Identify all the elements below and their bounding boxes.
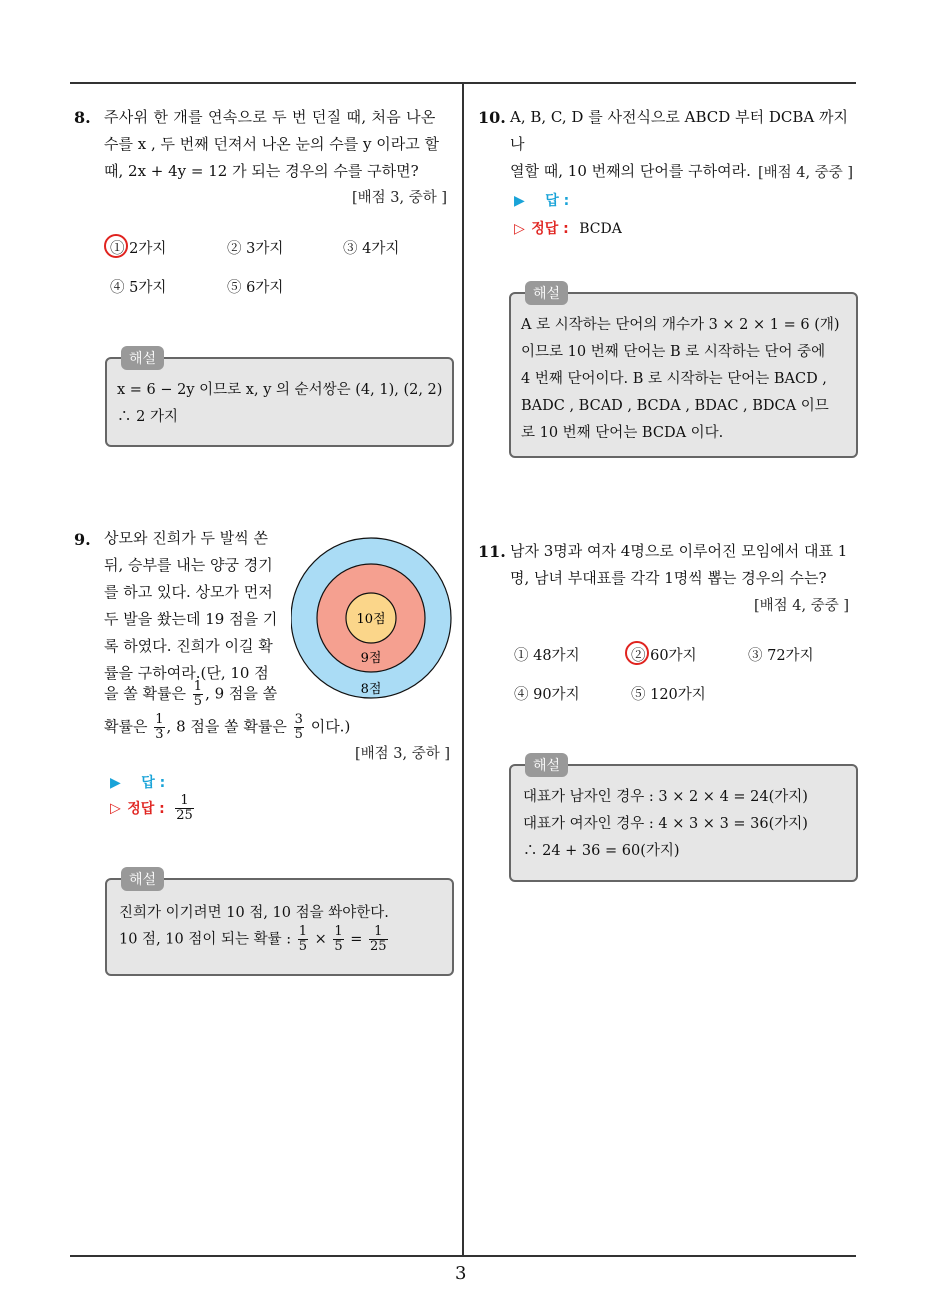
q9-meta: [배점 3, 중하 ] [355, 746, 451, 762]
q9-sol-frac-b-den: 5 [334, 939, 343, 954]
q9-correct-row [110, 794, 196, 823]
q10-number: 10. [478, 108, 506, 127]
q9-correct-label: 정답 : [127, 800, 165, 817]
q9-correct-frac-num: 1 [175, 794, 194, 809]
q8-question [104, 104, 454, 185]
q9-line8-c: 이다.) [305, 717, 351, 736]
q11-solution-line1: 대표가 남자인 경우 : 3 × 2 × 4 = 24(가지) [523, 789, 808, 805]
q9-frac-1-3-den: 3 [155, 727, 164, 742]
q9-sol-frac-c [369, 925, 388, 954]
q8-number: 8. [74, 108, 91, 127]
archery-target [291, 537, 459, 705]
q9-line5: 록 하였다. 진희가 이길 확 [104, 637, 273, 655]
q8-solution-body [117, 377, 442, 431]
q11-number: 11. [478, 542, 506, 561]
q10-line1: A, B, C, D 를 사전식으로 ABCD 부터 DCBA 까지 나 [510, 108, 848, 153]
q9-line8-a: 확률은 [104, 717, 148, 736]
q9-line3: 를 하고 있다. 상모가 먼저 [104, 583, 273, 601]
q9-correct-arrow-icon: ▷ [110, 800, 121, 817]
q9-solution-line1: 진희가 이기려면 10 점, 10 점을 쏴야한다. [119, 905, 389, 921]
q11-solution-body [523, 784, 808, 865]
q11-option-4[interactable]: ④ 90가지 [514, 687, 580, 703]
q8-option-4[interactable]: ④ 5가지 [110, 280, 167, 296]
q9-sol-frac-c-den: 25 [370, 939, 387, 954]
q9-solution-line2-row [119, 925, 390, 954]
q10-solution-line2: 이므로 10 번째 단어는 B 로 시작하는 단어 중에 [521, 344, 826, 360]
q9-line7-a: 을 쏠 확률은 [104, 684, 186, 703]
q9-solution-line2: 10 점, 10 점이 되는 확률 : [119, 931, 292, 948]
q9-frac-1-5-num: 1 [193, 679, 203, 694]
q8-solution-box [105, 351, 454, 447]
q9-sol-frac-a [298, 925, 308, 954]
q9-sol-frac-a-num: 1 [298, 924, 307, 939]
q10-correct-value: BCDA [579, 221, 622, 237]
q9-frac-3-5 [294, 713, 304, 742]
q11-option-3[interactable]: ③ 72가지 [748, 648, 814, 664]
page-number: 3 [455, 1263, 467, 1284]
q10-answer-label: 답 : [545, 193, 570, 209]
q9-sol-times: × [314, 931, 327, 948]
q9-frac-3-5-den: 5 [294, 727, 303, 742]
q10-solution-line1: A 로 시작하는 단어의 개수가 3 × 2 × 1 = 6 (개) [521, 317, 840, 333]
q10-answer-row [514, 190, 569, 210]
q9-correct-frac [175, 794, 194, 823]
q11-line1: 남자 3명과 여자 4명으로 이루어진 모임에서 대표 1 [510, 542, 848, 560]
q11-question [510, 538, 860, 592]
q9-line8-b: , 8 점을 쏠 확률은 [166, 717, 287, 736]
q8-option-3[interactable]: ③ 4가지 [343, 241, 400, 257]
q10-correct-label: 정답 : [531, 221, 569, 237]
q11-solution-tag: 해설 [525, 753, 568, 777]
q9-line8 [104, 713, 350, 742]
target-label-9: 9점 [360, 651, 382, 666]
q9-frac-3-5-num: 3 [294, 712, 303, 727]
q10-answer-arrow-icon: ▶ [514, 193, 525, 209]
q10-correct-arrow-icon: ▷ [514, 221, 525, 237]
q9-answer-label: 답 : [141, 775, 166, 791]
q8-solution-tag: 해설 [121, 346, 164, 370]
q8-line3: 때, 2x + 4y = 12 가 되는 경우의 수를 구하면? [104, 162, 419, 180]
q9-correct-frac-den: 25 [176, 808, 193, 823]
q8-option-5[interactable]: ⑤ 6가지 [227, 280, 284, 296]
q9-number: 9. [74, 530, 91, 549]
q9-sol-equals: = [350, 931, 363, 948]
q9-answer-arrow-icon: ▶ [110, 775, 121, 791]
q9-sol-frac-c-num: 1 [369, 925, 388, 940]
q8-solution-line1: x = 6 − 2y 이므로 x, y 의 순서쌍은 (4, 1), (2, 2) [117, 382, 443, 398]
column-divider [462, 82, 464, 1255]
q9-question [104, 525, 284, 687]
q8-solution-line2: ∴ 2 가지 [117, 409, 178, 425]
q9-sol-frac-a-den: 5 [298, 939, 307, 954]
q9-solution-body [119, 900, 390, 954]
q11-line2: 명, 남녀 부대표를 각각 1명씩 뽑는 경우의 수는? [510, 569, 827, 587]
q9-answer-row [110, 772, 165, 792]
q9-solution-tag: 해설 [121, 867, 164, 891]
q9-sol-frac-b-num: 1 [334, 924, 343, 939]
q9-line4: 두 발을 쐈는데 19 점을 기 [104, 610, 278, 628]
bottom-rule [70, 1255, 856, 1257]
target-label-10: 10점 [356, 612, 386, 627]
q10-solution-box [509, 286, 858, 458]
q9-line1: 상모와 진희가 두 발씩 쏜 [104, 529, 268, 547]
q11-solution-line2: 대표가 여자인 경우 : 4 × 3 × 3 = 36(가지) [523, 816, 808, 832]
q9-line2: 뒤, 승부를 내는 양궁 경기 [104, 556, 273, 574]
q8-line1: 주사위 한 개를 연속으로 두 번 던질 때, 처음 나온 [104, 108, 436, 126]
q11-option-2[interactable]: ② 60가지 [631, 648, 697, 664]
q9-frac-1-3 [154, 713, 164, 742]
q10-solution-line5: 로 10 번째 단어는 BCDA 이다. [521, 425, 724, 441]
q10-line2: 열할 때, 10 번째의 단어를 구하여라. [510, 162, 751, 180]
q11-option-5[interactable]: ⑤ 120가지 [631, 687, 706, 703]
q10-solution-line3: 4 번째 단어이다. B 로 시작하는 단어는 BACD , [521, 371, 827, 387]
q11-solution-line3: ∴ 24 + 36 = 60(가지) [523, 843, 680, 859]
q8-option-2[interactable]: ② 3가지 [227, 241, 284, 257]
q10-solution-tag: 해설 [525, 281, 568, 305]
q9-frac-1-5-den: 5 [193, 694, 203, 709]
q11-solution-box [509, 758, 858, 882]
q11-meta: [배점 4, 중중 ] [754, 598, 850, 614]
q9-line7 [104, 680, 277, 709]
q9-line6: 률을 구하여라.(단, 10 점 [104, 664, 269, 682]
q10-solution-line4: BADC , BCAD , BCDA , BDAC , BDCA 이므 [521, 398, 829, 414]
q9-frac-1-3-num: 1 [155, 712, 164, 727]
q10-solution-body [521, 312, 840, 447]
q8-line2: 수를 x , 두 번째 던져서 나온 눈의 수를 y 이라고 할 [104, 135, 439, 153]
q9-solution-box [105, 872, 454, 976]
q8-option-1[interactable]: ① 2가지 [110, 241, 167, 257]
q10-meta: [배점 4, 중중 ] [758, 165, 854, 181]
q9-sol-frac-b [333, 925, 343, 954]
q10-correct-row [514, 218, 622, 238]
q11-option-1[interactable]: ① 48가지 [514, 648, 580, 664]
q8-meta: [배점 3, 중하 ] [352, 190, 448, 206]
q9-frac-1-5 [193, 680, 203, 709]
target-label-8: 8점 [360, 682, 382, 697]
q9-line7-b: , 9 점을 쏠 [205, 684, 278, 703]
